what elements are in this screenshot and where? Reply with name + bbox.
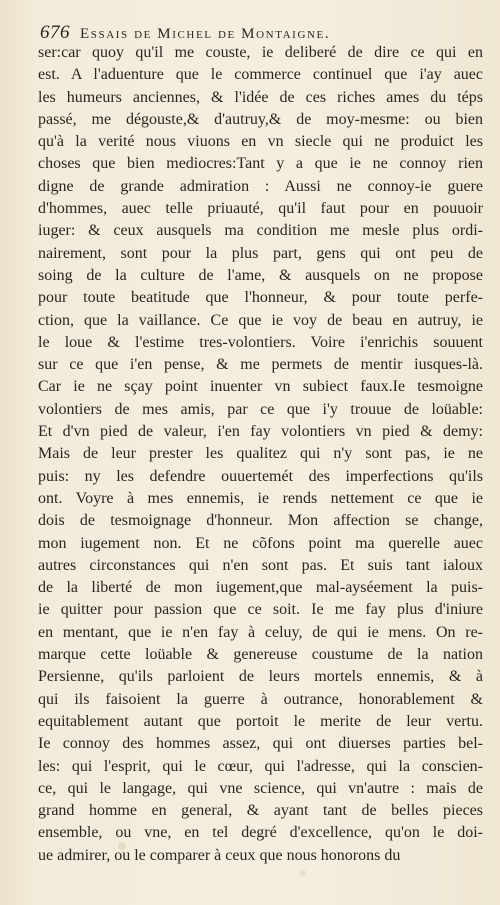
text-line: ce, qui le langage, qui vne science, qui vn'autre : mais de bbox=[38, 779, 483, 797]
text-line: mon iugement non. Et ne cõfons point ma querelle auec bbox=[38, 534, 483, 552]
text-line: ensemble, ou vne, en tel degré d'excellence, qu'on le doi- bbox=[38, 824, 483, 842]
text-line: ue admirer, ou le comparer à ceux que nous honorons du bbox=[38, 846, 401, 864]
text-line: en mentant, que ie n'en fay à celuy, de qui ie mens. On re- bbox=[38, 623, 483, 641]
text-line: les humeurs anciennes, & l'idée de ces riches ames du téps bbox=[38, 88, 483, 106]
text-line: d'hommes, auec telle priuauté, qu'il faut pour en pouuoir bbox=[38, 200, 483, 218]
text-line: est. A l'aduenture que le commerce continuel que i'ay auec bbox=[38, 66, 483, 84]
text-line: ction, que la vaillance. Ce que ie voy de beau en autruy, ie bbox=[38, 311, 483, 329]
text-line: autres circonstances qui n'en sont pas. Et suis tant ialoux bbox=[38, 556, 483, 574]
text-line: equitablement autant que portoit le merite de leur vertu. bbox=[38, 712, 483, 730]
text-line: Et d'vn pied de valeur, i'en fay volontiers vn pied & demy: bbox=[38, 423, 483, 441]
text-line: sur ce que i'en pense, & me permets de mentir iusques-là. bbox=[38, 356, 483, 374]
text-line: Mais de leur prester les qualitez qui n'y sont pas, ie ne bbox=[38, 445, 483, 463]
text-line: les: qui l'esprit, qui le cœur, qui l'adresse, qui la conscien- bbox=[38, 757, 483, 775]
text-line: iuger: & ceux ausquels ma condition me mesle plus ordi- bbox=[38, 222, 483, 240]
text-line: qu'à la verité nous viuons en vn siecle qui ne produict les bbox=[38, 133, 483, 151]
text-line: passé, me dégouste,& d'autruy,& de moy-mesme: ou bien bbox=[38, 110, 483, 128]
text-line: soing de la culture de l'ame, & ausquels on ne propose bbox=[38, 266, 483, 284]
running-head: Essais de Michel de Montaigne. bbox=[80, 26, 331, 42]
text-line: volontiers de mes amis, par ce que i'y trouue de loüable: bbox=[38, 400, 483, 418]
text-line: puis: ny les defendre ouuertemét des imperfections qu'ils bbox=[38, 467, 483, 485]
text-line: Ie connoy des hommes assez, qui ont diuerses parties bel- bbox=[38, 735, 483, 753]
text-line: le loue & l'estime tres-volontiers. Voire i'enrichis souuent bbox=[38, 333, 483, 351]
text-line: ser:car quoy qu'il me couste, ie deliberé de dire ce qui en bbox=[38, 44, 483, 61]
text-line: choses que bien mediocres:Tant y a que ie ne connoy rien bbox=[38, 155, 483, 173]
text-line: marque cette loüable & genereuse coustume de la nation bbox=[38, 646, 483, 664]
text-line: dois de tesmoignage d'honneur. Mon affection se change, bbox=[38, 512, 483, 530]
text-line: de la liberté de mon iugement,que mal-ayséement la puis- bbox=[38, 579, 483, 597]
text-line: ont. Voyre à mes ennemis, ie rends nettement ce que ie bbox=[38, 489, 483, 507]
text-line: ie quitter pour passion que ce soit. Ie me fay plus d'iniure bbox=[38, 601, 483, 619]
page-header bbox=[40, 22, 482, 44]
text-line: Car ie ne sçay point inuenter vn subiect faux.Ie tesmoigne bbox=[38, 378, 483, 396]
text-line: pour toute beatitude que l'honneur, & pour toute perfe- bbox=[38, 289, 483, 307]
text-line: nairement, sont pour la plus part, gens qui ont peu de bbox=[38, 244, 483, 262]
body-text bbox=[38, 42, 483, 867]
page-number: 676 bbox=[40, 22, 70, 43]
paper-stain bbox=[300, 870, 306, 876]
text-line: qui ils faisoient la guerre à outrance, honorablement & bbox=[38, 690, 483, 708]
text-line: grand homme en general, & ayant tant de belles pieces bbox=[38, 802, 483, 820]
text-line: Persienne, qu'ils parloient de leurs mortels ennemis, & à bbox=[38, 668, 483, 686]
text-line: digne de grande admiration : Aussi ne connoy-ie guere bbox=[38, 177, 483, 195]
